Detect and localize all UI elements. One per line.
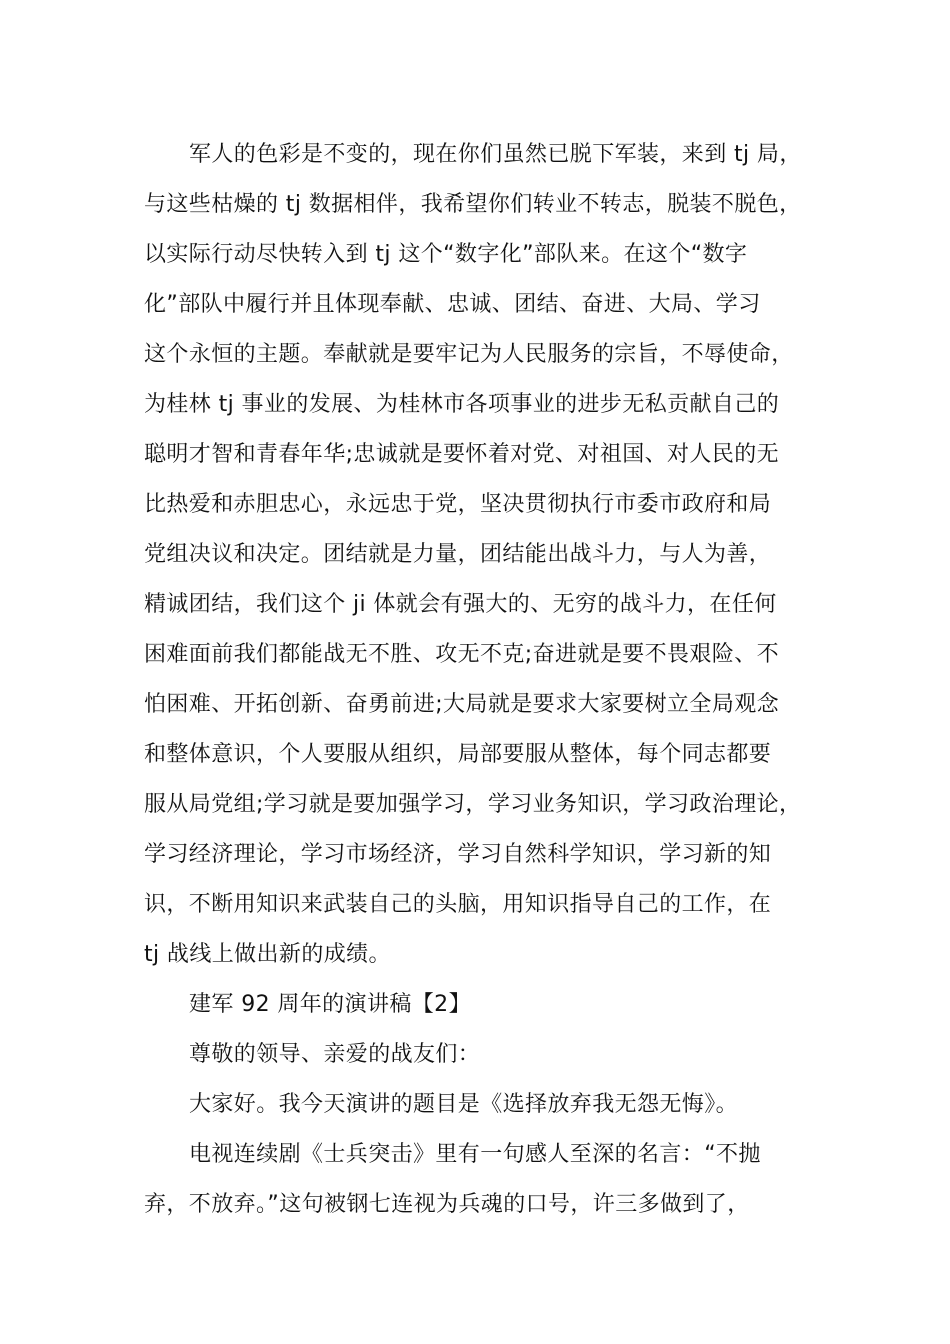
- paragraph-line: 为桂林 tj 事业的发展、为桂林市各项事业的进步无私贡献自己的: [144, 392, 780, 417]
- paragraph-line: 服从局党组;学习就是要加强学习，学习业务知识，学习政治理论，: [144, 792, 802, 817]
- document-body: [144, 130, 802, 1230]
- paragraph-line: 比热爱和赤胆忠心，永远忠于党，坚决贯彻执行市委市政府和局: [144, 492, 772, 517]
- paragraph-line: tj 战线上做出新的成绩。: [144, 942, 391, 967]
- paragraph-line: 军人的色彩是不变的，现在你们虽然已脱下军装，来到 tj 局，: [189, 142, 802, 167]
- salutation: 尊敬的领导、亲爱的战友们：: [189, 1042, 481, 1067]
- paragraph-line: 电视连续剧《士兵突击》里有一句感人至深的名言：“不抛: [189, 1142, 761, 1167]
- paragraph-line: 党组决议和决定。团结就是力量，团结能出战斗力，与人为善，: [144, 542, 772, 567]
- paragraph-line: 学习经济理论，学习市场经济，学习自然科学知识，学习新的知: [144, 842, 772, 867]
- paragraph-line: 识，不断用知识来武装自己的头脑，用知识指导自己的工作，在: [144, 892, 772, 917]
- paragraph-line: 弃，不放弃。”这句被钢七连视为兵魂的口号，许三多做到了，: [144, 1192, 750, 1217]
- paragraph-line: 困难面前我们都能战无不胜、攻无不克;奋进就是要不畏艰险、不: [144, 642, 780, 667]
- paragraph-line: 以实际行动尽快转入到 tj 这个“数字化”部队来。在这个“数字: [144, 242, 748, 267]
- paragraph-line: 怕困难、开拓创新、奋勇前进;大局就是要求大家要树立全局观念: [144, 692, 780, 717]
- paragraph-line: 化”部队中履行并且体现奉献、忠诚、团结、奋进、大局、学习: [144, 292, 761, 317]
- paragraph-line: 聪明才智和青春年华;忠诚就是要怀着对党、对祖国、对人民的无: [144, 442, 780, 467]
- paragraph-line: 与这些枯燥的 tj 数据相伴，我希望你们转业不转志，脱装不脱色，: [144, 192, 802, 217]
- section-title: 建军 92 周年的演讲稿【2】: [189, 992, 471, 1017]
- paragraph-line: 这个永恒的主题。奉献就是要牢记为人民服务的宗旨，不辱使命，: [144, 342, 794, 367]
- intro-line: 大家好。我今天演讲的题目是《选择放弃我无怨无悔》。: [189, 1092, 739, 1117]
- paragraph-line: 和整体意识，个人要服从组织，局部要服从整体，每个同志都要: [144, 742, 772, 767]
- paragraph-line: 精诚团结，我们这个 ji 体就会有强大的、无穷的战斗力，在任何: [144, 592, 777, 617]
